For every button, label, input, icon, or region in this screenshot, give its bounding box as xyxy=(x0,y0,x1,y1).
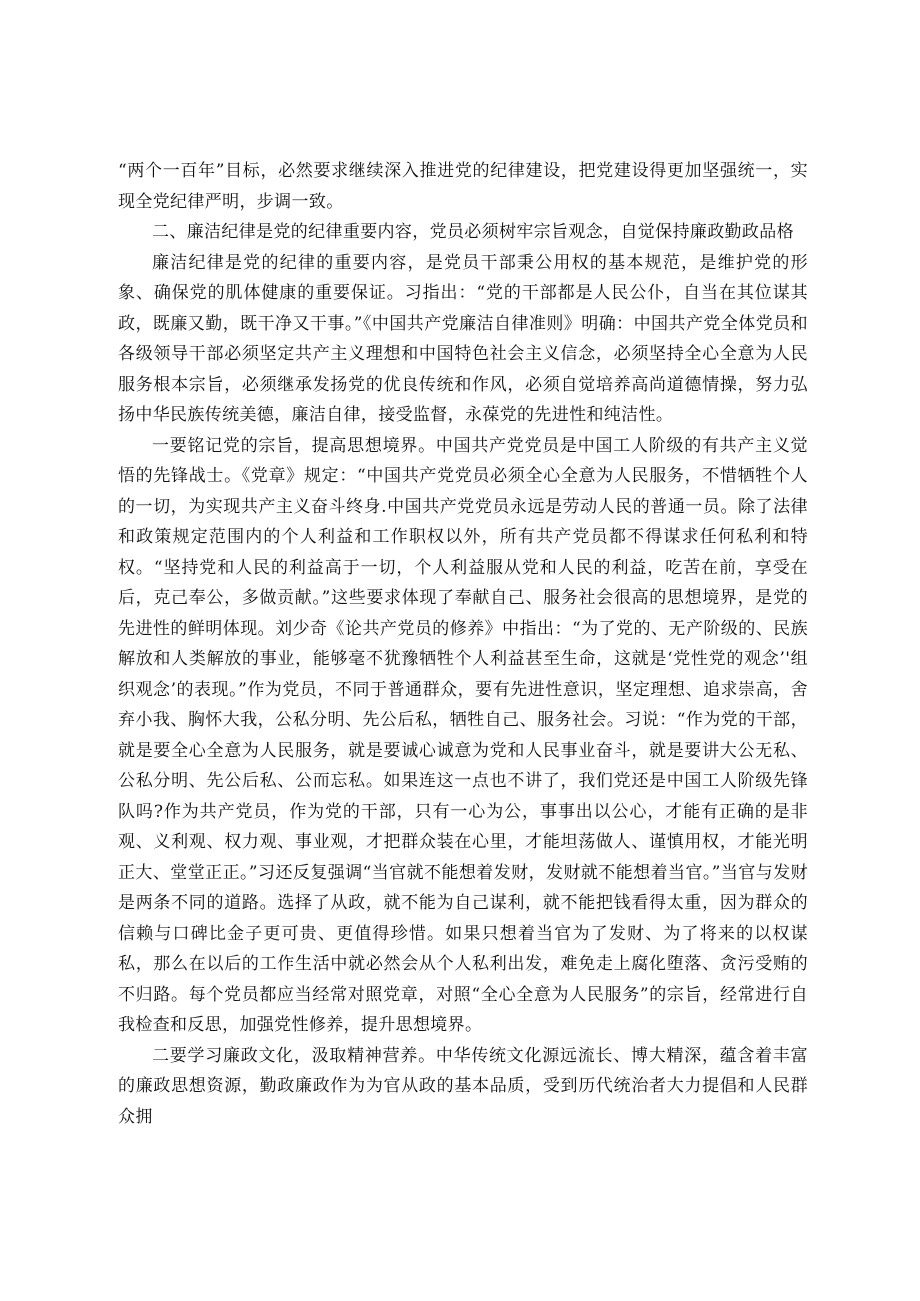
body-paragraph: 一要铭记党的宗旨，提高思想境界。中国共产党党员是中国工人阶级的有共产主义觉悟的先锋战士。《党章》规定：“中国共产党党员必须全心全意为人民服务，不惜牺牲个人的一切，为实现共产主义奋斗终身.中国共产党党员永远是劳动人民的普通一员。除了法律和政策规定范围内的个人利益和工作职权以外，所有共产党员都不得谋求任何私利和特权。“坚持党和人民的利益高于一切，个人利益服从党和人民的利益，吃苦在前，享受在后，克己奉公，多做贡献。”这些要求体现了奉献自己、服务社会很高的思想境界，是党的先进性的鲜明体现。刘少奇《论共产党员的修养》中指出：“为了党的、无产阶级的、民族解放和人类解放的事业，能够毫不犹豫牺牲个人利益甚至生命，这就是‘党性党的观念’'组织观念’的表现。”作为党员，不同于普通群众，要有先进性意识，坚定理想、追求崇高，舍弃小我、胸怀大我，公私分明、先公后私，牺牲自己、服务社会。习说：“作为党的干部，就是要全心全意为人民服务，就是要诚心诚意为党和人民事业奋斗，就是要讲大公无私、公私分明、先公后私、公而忘私。如果连这一点也不讲了，我们党还是中国工人阶级先锋队吗?作为共产党员，作为党的干部，只有一心为公，事事出以公心，才能有正确的是非观、义利观、权力观、事业观，才把群众装在心里，才能坦荡做人、谨慎用权，才能光明正大、堂堂正正。”习还反复强调“当官就不能想着发财，发财就不能想着当官。”当官与发财是两条不同的道路。选择了从政，就不能为自己谋利，就不能把钱看得太重，因为群众的信赖与口碑比金子更可贵、更值得珍惜。如果只想着当官为了发财、为了将来的以权谋私，那么在以后的工作生活中就必然会从个人私利出发，难免走上腐化堕落、贪污受贿的不归路。每个党员都应当经常对照党章，对照“全心全意为人民服务”的宗旨，经常进行自我检查和反思，加强党性修养，提升思想境界。 xyxy=(118,435,808,1035)
document-page xyxy=(118,156,808,1132)
body-paragraph: 二要学习廉政文化，汲取精神营养。中华传统文化源远流长、博大精深，蕴含着丰富的廉政思想资源，勤政廉政作为为官从政的基本品质，受到历代统治者大力提倡和人民群众拥 xyxy=(118,1045,808,1127)
body-paragraph: 廉洁纪律是党的纪律的重要内容，是党员干部秉公用权的基本规范，是维护党的形象、确保党的肌体健康的重要保证。习指出：“党的干部都是人民公仆，自当在其位谋其政，既廉又勤，既干净又干事。”《中国共产党廉洁自律准则》明确：中国共产党全体党员和各级领导干部必须坚定共产主义理想和中国特色社会主义信念，必须坚持全心全意为人民服务根本宗旨，必须继承发扬党的优良传统和作风，必须自觉培养高尚道德情操，努力弘扬中华民族传统美德，廉洁自律，接受监督，永葆党的先进性和纯洁性。 xyxy=(118,252,808,425)
section-heading: 二、廉洁纪律是党的纪律重要内容，党员必须树牢宗旨观念，自觉保持廉政勤政品格 xyxy=(152,222,794,242)
continuation-paragraph: “两个一百年”目标，必然要求继续深入推进党的纪律建设，把党建设得更加坚强统一，实现全党纪律严明，步调一致。 xyxy=(118,161,808,212)
